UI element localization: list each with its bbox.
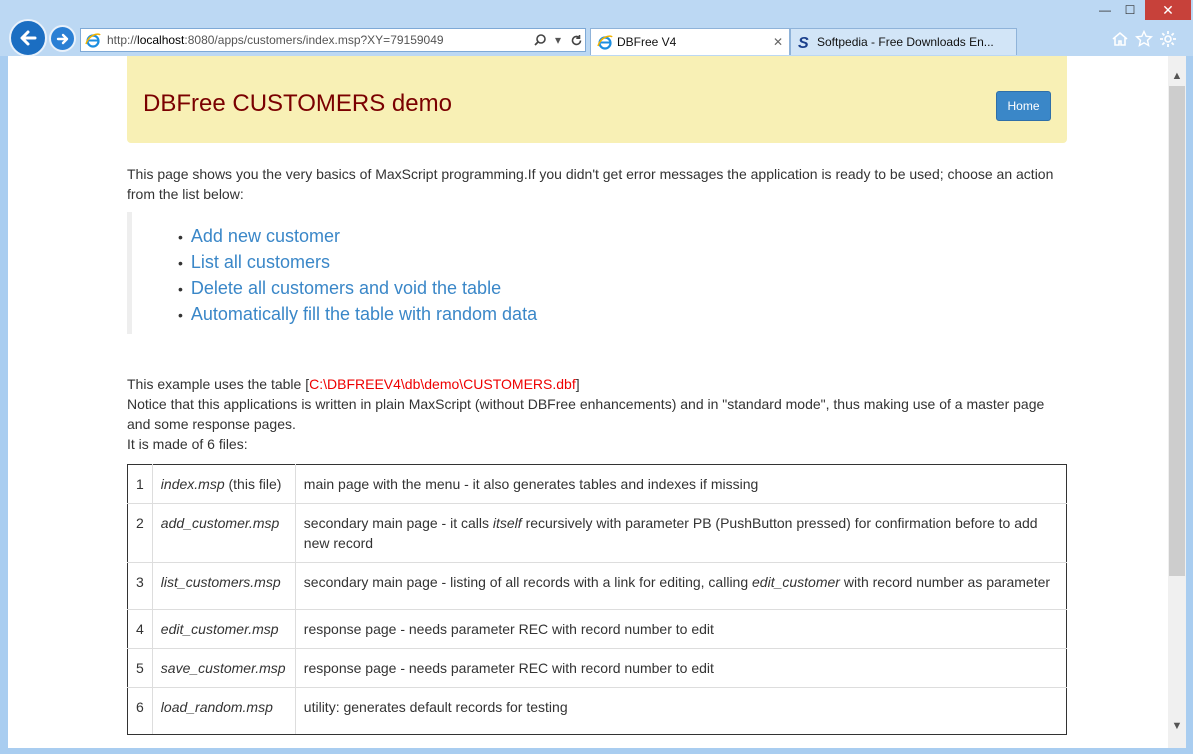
ie-icon [597, 34, 613, 50]
row-number: 4 [128, 610, 153, 649]
row-number: 6 [128, 688, 153, 735]
search-icon[interactable] [531, 31, 549, 49]
file-description: response page - needs parameter REC with record number to edit [295, 610, 1066, 649]
info-line: and some response pages. [127, 416, 296, 432]
intro-line: This page shows you the very basics of MaxScript programming.If you didn't get error messages the application is ready to be used; choose an action [127, 166, 1054, 182]
file-description: secondary main page - it calls itself recursively with parameter PB (PushButton pressed) for confirmation before to add new record [295, 504, 1066, 563]
table-row [128, 649, 1067, 688]
info-line: Notice that this applications is written in plain MaxScript (without DBFree enhancements) and in "standard mode", thus making use of a master page [127, 396, 1045, 412]
tab-dbfree[interactable] [590, 28, 790, 55]
table-row [128, 504, 1067, 563]
row-number: 3 [128, 563, 153, 610]
row-number: 2 [128, 504, 153, 563]
tab-label: DBFree V4 [617, 35, 677, 49]
chevron-down-icon[interactable]: ▾ [554, 33, 562, 47]
file-description: utility: generates default records for testing [295, 688, 1066, 735]
arrow-right-icon [55, 31, 71, 47]
scroll-down-icon[interactable]: ▼ [1171, 720, 1183, 732]
table-row [128, 688, 1067, 735]
table-info-line: This example uses the table [C:\DBFREEV4\db\demo\CUSTOMERS.dbf] [127, 376, 580, 392]
address-bar[interactable] [80, 28, 586, 52]
browser-chrome [0, 0, 1193, 56]
info-text [127, 374, 1067, 454]
tab-softpedia[interactable] [790, 28, 1017, 55]
home-button[interactable]: Home [996, 91, 1051, 121]
info-line: It is made of 6 files: [127, 436, 248, 452]
arrow-left-icon [17, 27, 39, 49]
page-title: DBFree CUSTOMERS demo [143, 90, 452, 117]
maximize-button[interactable]: ☐ [1124, 3, 1136, 17]
file-name: load_random.msp [152, 688, 295, 735]
scroll-up-icon[interactable]: ▲ [1171, 70, 1183, 82]
table-row [128, 610, 1067, 649]
file-description: response page - needs parameter REC with record number to edit [295, 649, 1066, 688]
tab-label: Softpedia - Free Downloads En... [817, 35, 994, 49]
intro-text [127, 164, 1067, 204]
forward-button[interactable] [49, 25, 76, 52]
home-icon[interactable] [1110, 29, 1130, 49]
file-name: edit_customer.msp [152, 610, 295, 649]
file-name: save_customer.msp [152, 649, 295, 688]
file-name: index.msp (this file) [152, 465, 295, 504]
table-path: C:\DBFREEV4\db\demo\CUSTOMERS.dbf [309, 376, 576, 392]
files-table [127, 464, 1067, 735]
page-viewport [8, 56, 1168, 748]
minimize-button[interactable]: — [1099, 3, 1111, 17]
ie-icon [85, 32, 101, 48]
header-banner [127, 56, 1067, 143]
row-number: 1 [128, 465, 153, 504]
close-window-button[interactable]: ✕ [1145, 0, 1191, 20]
intro-line: from the list below: [127, 186, 244, 202]
table-row [128, 563, 1067, 610]
gear-icon[interactable] [1158, 29, 1178, 49]
menu-fill-random-data[interactable]: • Automatically fill the table with random data [178, 302, 537, 328]
row-number: 5 [128, 649, 153, 688]
menu-delete-all-customers[interactable]: • Delete all customers and void the table [178, 276, 537, 302]
menu-list-customers[interactable]: • List all customers [178, 250, 537, 276]
file-description: main page with the menu - it also generates tables and indexes if missing [295, 465, 1066, 504]
refresh-icon[interactable] [567, 31, 585, 49]
page-content [127, 56, 1067, 715]
scrollbar-thumb[interactable] [1169, 86, 1185, 576]
svg-text:S: S [798, 35, 809, 50]
file-name: add_customer.msp [152, 504, 295, 563]
vertical-scrollbar[interactable] [1168, 56, 1186, 748]
favorites-star-icon[interactable] [1134, 29, 1154, 49]
menu-add-customer[interactable]: • Add new customer [178, 224, 537, 250]
back-button[interactable] [9, 19, 47, 57]
file-name: list_customers.msp [152, 563, 295, 610]
close-tab-icon[interactable]: ✕ [773, 35, 784, 49]
file-description: secondary main page - listing of all records with a link for editing, calling edit_customer with record number as parameter [295, 563, 1066, 610]
table-row [128, 465, 1067, 504]
softpedia-icon [797, 34, 813, 50]
address-url[interactable]: http://localhost:8080/apps/customers/index.msp?XY=79159049 [107, 33, 444, 47]
action-menu [127, 212, 1067, 334]
